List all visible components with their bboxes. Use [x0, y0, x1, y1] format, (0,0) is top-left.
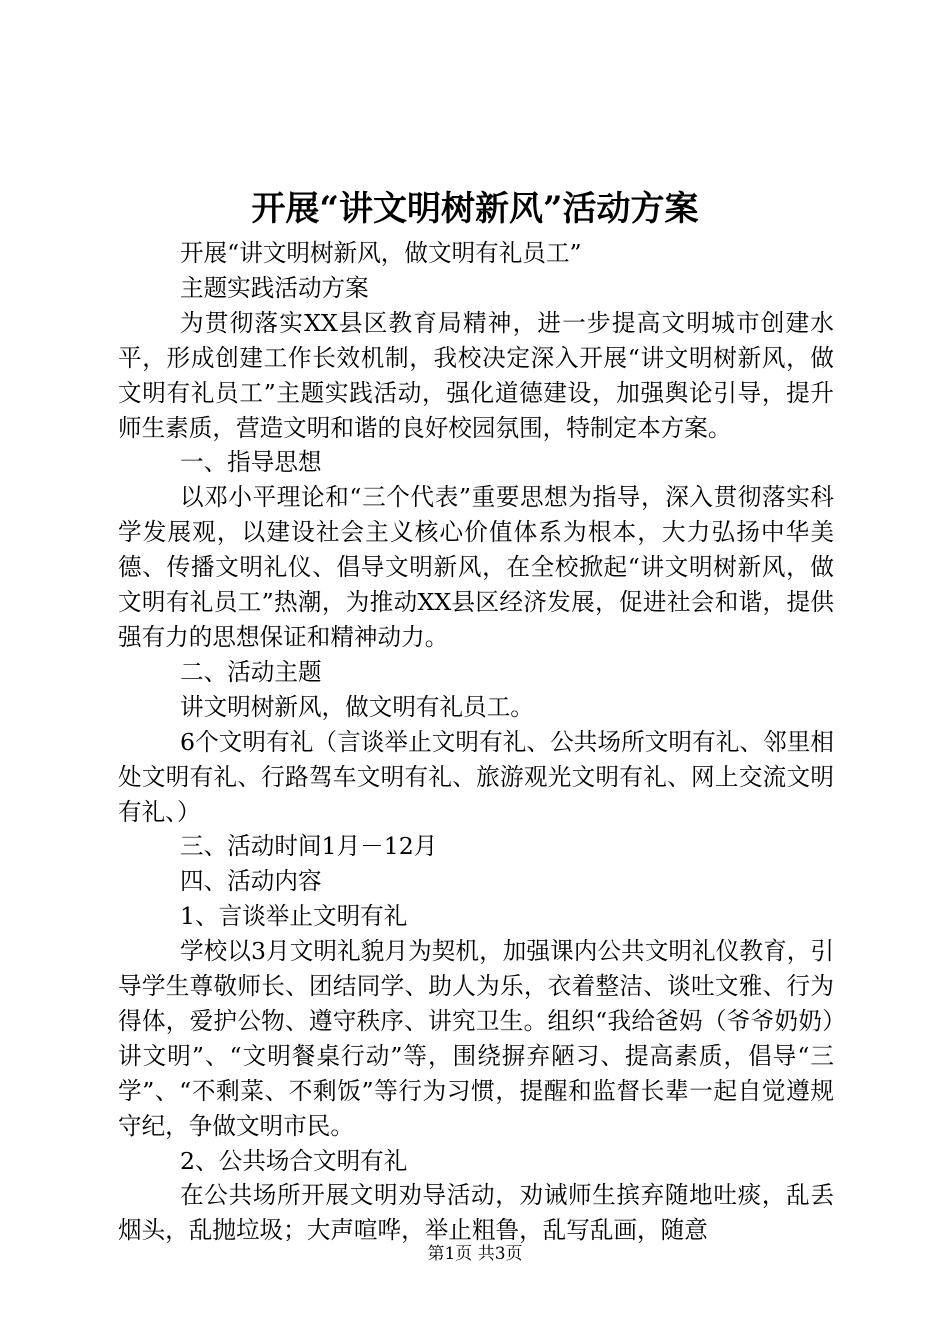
- paragraph-subtitle-2: 主题实践活动方案: [180, 273, 369, 302]
- subheading-public-places: 2、公共场合文明有礼: [180, 1146, 408, 1175]
- heading-guiding-ideology: 一、指导思想: [180, 448, 322, 477]
- paragraph-six-civility: 6个文明有礼（言谈举止文明有礼、公共场所文明有礼、邻里相处文明有礼、行路驾车文明有礼、旅游观光文明有礼、网上交流文明有礼、）: [118, 727, 834, 826]
- page-footer: 第1页 共3页: [427, 1244, 523, 1264]
- paragraph-guiding-ideology: 以邓小平理论和“三个代表”重要思想为指导，深入贯彻落实科学发展观，以建设社会主义核心价值体系为根本，大力弘扬中华美德、传播文明礼仪、倡导文明新风，在全校掀起“讲文明树新风，做文明有礼员工”热潮，为推动XX县区经济发展，促进社会和谐，提供强有力的思想保证和精神动力。: [118, 483, 834, 651]
- heading-activity-theme: 二、活动主题: [180, 657, 322, 686]
- paragraph-speech-manners: 学校以3月文明礼貌月为契机，加强课内公共文明礼仪教育，引导学生尊敬师长、团结同学、助人为乐，衣着整洁、谈吐文雅、行为得体，爱护公物、遵守秩序、讲究卫生。组织“我给爸妈（爷爷奶奶）讲文明”、“文明餐桌行动”等，围绕摒弃陋习、提高素质，倡导“三学”、“不剩菜、不剩饭”等行为习惯，提醒和监督长辈一起自觉遵规守纪，争做文明市民。: [118, 937, 834, 1140]
- document-title: 开展“讲文明树新风”活动方案: [251, 189, 699, 229]
- document-body: [118, 236, 834, 1248]
- heading-activity-content: 四、活动内容: [180, 867, 322, 896]
- heading-activity-time: 三、活动时间1月－12月: [180, 832, 438, 861]
- paragraph-activity-theme: 讲文明树新风，做文明有礼员工。: [180, 692, 534, 721]
- paragraph-subtitle-1: 开展“讲文明树新风，做文明有礼员工”: [180, 239, 582, 267]
- paragraph-public-places: 在公共场所开展文明劝导活动，劝诫师生摈弃随地吐痰，乱丢烟头，乱抛垃圾；大声喧哗，举止粗鲁，乱写乱画，随意: [118, 1181, 834, 1245]
- paragraph-intro: 为贯彻落实XX县区教育局精神，进一步提高文明城市创建水平，形成创建工作长效机制，我校决定深入开展“讲文明树新风，做文明有礼员工”主题实践活动，强化道德建设，加强舆论引导，提升师生素质，营造文明和谐的良好校园氛围，特制定本方案。: [118, 308, 834, 442]
- subheading-speech-manners: 1、言谈举止文明有礼: [180, 902, 408, 931]
